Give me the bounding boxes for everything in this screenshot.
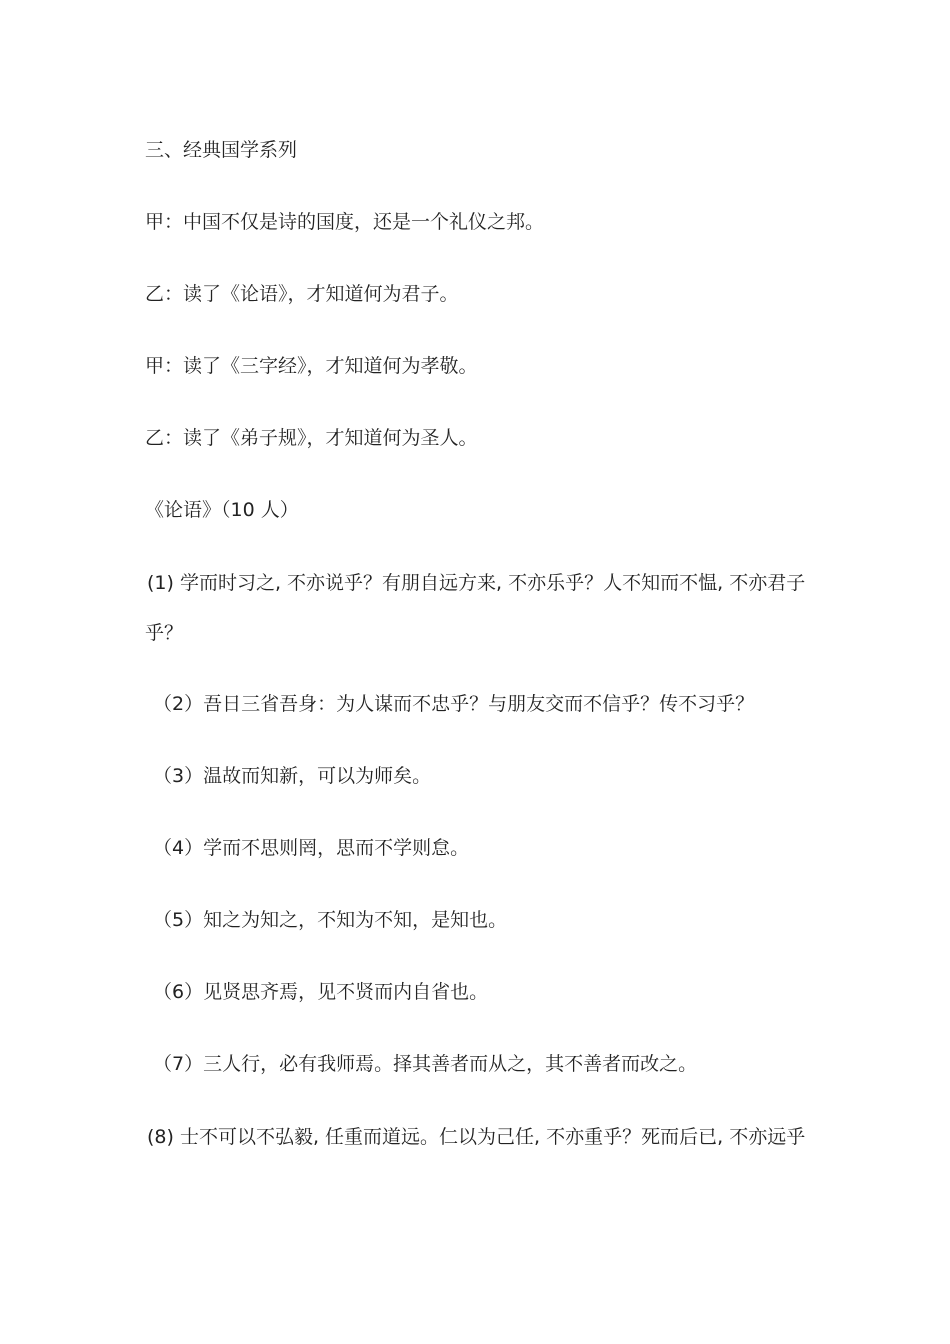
- dialogue-line: 甲：读了《三字经》，才知道何为孝敬。: [145, 355, 478, 377]
- section-heading: 三、经典国学系列: [145, 139, 298, 161]
- quote-line-continuation: 乎？: [145, 622, 184, 644]
- dialogue-line: 甲：中国不仅是诗的国度，还是一个礼仪之邦。: [145, 211, 545, 233]
- quote-line: （6）见贤思齐焉，见不贤而内自省也。: [153, 981, 489, 1003]
- section-title: 《论语》（10 人）: [145, 499, 299, 521]
- quote-line: （3）温故而知新，可以为师矣。: [153, 765, 432, 787]
- quote-line: （5）知之为知之，不知为不知，是知也。: [153, 909, 508, 931]
- quote-line: （7）三人行，必有我师焉。择其善者而从之，其不善者而改之。: [153, 1053, 698, 1075]
- dialogue-line: 乙：读了《论语》，才知道何为君子。: [145, 283, 459, 305]
- quote-line: (1) 学而时习之, 不亦说乎？有朋自远方来, 不亦乐乎？人不知而不愠, 不亦君子: [147, 572, 806, 594]
- dialogue-line: 乙：读了《弟子规》，才知道何为圣人。: [145, 427, 478, 449]
- quote-line: (8) 士不可以不弘毅, 任重而道远。仁以为己任, 不亦重乎？死而后已, 不亦远乎: [147, 1126, 806, 1148]
- quote-line: （4）学而不思则罔，思而不学则怠。: [153, 837, 470, 859]
- quote-line: （2）吾日三省吾身：为人谋而不忠乎？与朋友交而不信乎？传不习乎？: [153, 693, 755, 715]
